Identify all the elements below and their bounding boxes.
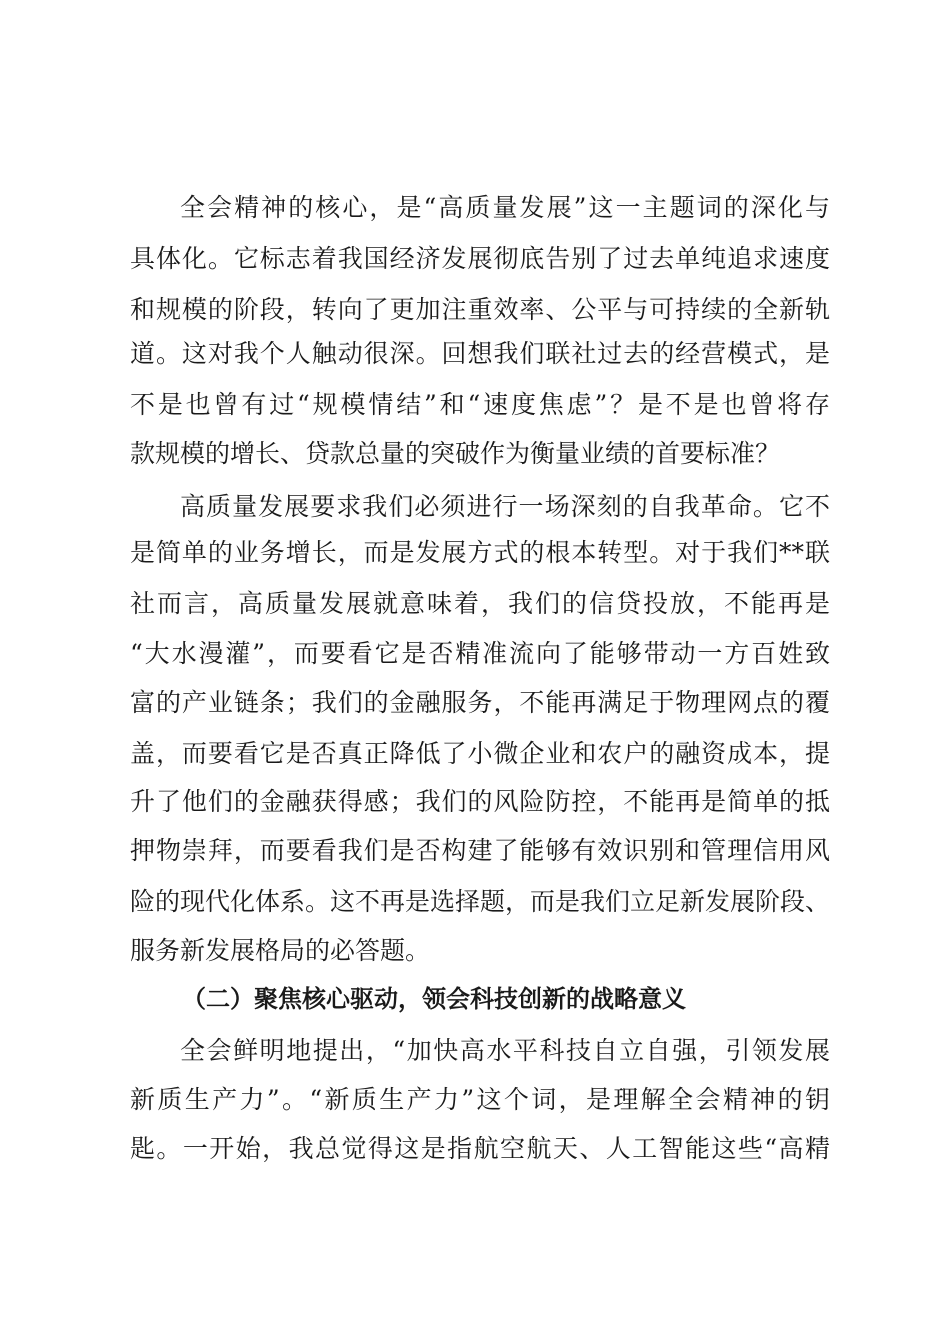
paragraph-1-line-4: 道。这对我个人触动很深。回想我们联社过去的经营模式，是 [130, 339, 830, 368]
paragraph-2-line-7: 升了他们的金融获得感；我们的风险防控，不能再是简单的抵 [130, 787, 830, 816]
paragraph-2-line-2: 是简单的业务增长，而是发展方式的根本转型。对于我们**联 [130, 538, 830, 567]
paragraph-3-line-2: 新质生产力”。“新质生产力”这个词，是理解全会精神的钥 [130, 1085, 830, 1114]
paragraph-1-line-1: 全会精神的核心，是“高质量发展”这一主题词的深化与 [180, 193, 830, 222]
paragraph-2-line-10: 服务新发展格局的必答题。 [130, 936, 431, 965]
paragraph-2-line-4: “大水漫灌”，而要看它是否精准流向了能够带动一方百姓致 [130, 639, 830, 668]
paragraph-2-line-3: 社而言，高质量发展就意味着，我们的信贷投放，不能再是 [130, 589, 830, 618]
paragraph-2-line-1: 高质量发展要求我们必须进行一场深刻的自我革命。它不 [180, 492, 830, 521]
paragraph-1-line-2: 具体化。它标志着我国经济发展彻底告别了过去单纯追求速度 [130, 244, 830, 273]
section-heading: （二）聚焦核心驱动，领会科技创新的战略意义 [182, 985, 686, 1013]
paragraph-1-line-3: 和规模的阶段，转向了更加注重效率、公平与可持续的全新轨 [130, 295, 830, 324]
paragraph-1-line-5: 不是也曾有过“规模情结”和“速度焦虑”？是不是也曾将存 [130, 390, 830, 419]
paragraph-1-line-6: 款规模的增长、贷款总量的突破作为衡量业绩的首要标准？ [130, 439, 781, 468]
paragraph-2-line-6: 盖，而要看它是否真正降低了小微企业和农户的融资成本，提 [130, 739, 830, 768]
paragraph-3-line-3: 匙。一开始，我总觉得这是指航空航天、人工智能这些“高精 [130, 1134, 830, 1163]
paragraph-2-line-9: 险的现代化体系。这不再是选择题，而是我们立足新发展阶段、 [130, 887, 830, 916]
paragraph-2-line-8: 押物崇拜，而要看我们是否构建了能够有效识别和管理信用风 [130, 836, 830, 865]
paragraph-2-line-5: 富的产业链条；我们的金融服务，不能再满足于物理网点的覆 [130, 688, 830, 717]
paragraph-3-line-1: 全会鲜明地提出，“加快高水平科技自立自强，引领发展 [180, 1036, 830, 1065]
